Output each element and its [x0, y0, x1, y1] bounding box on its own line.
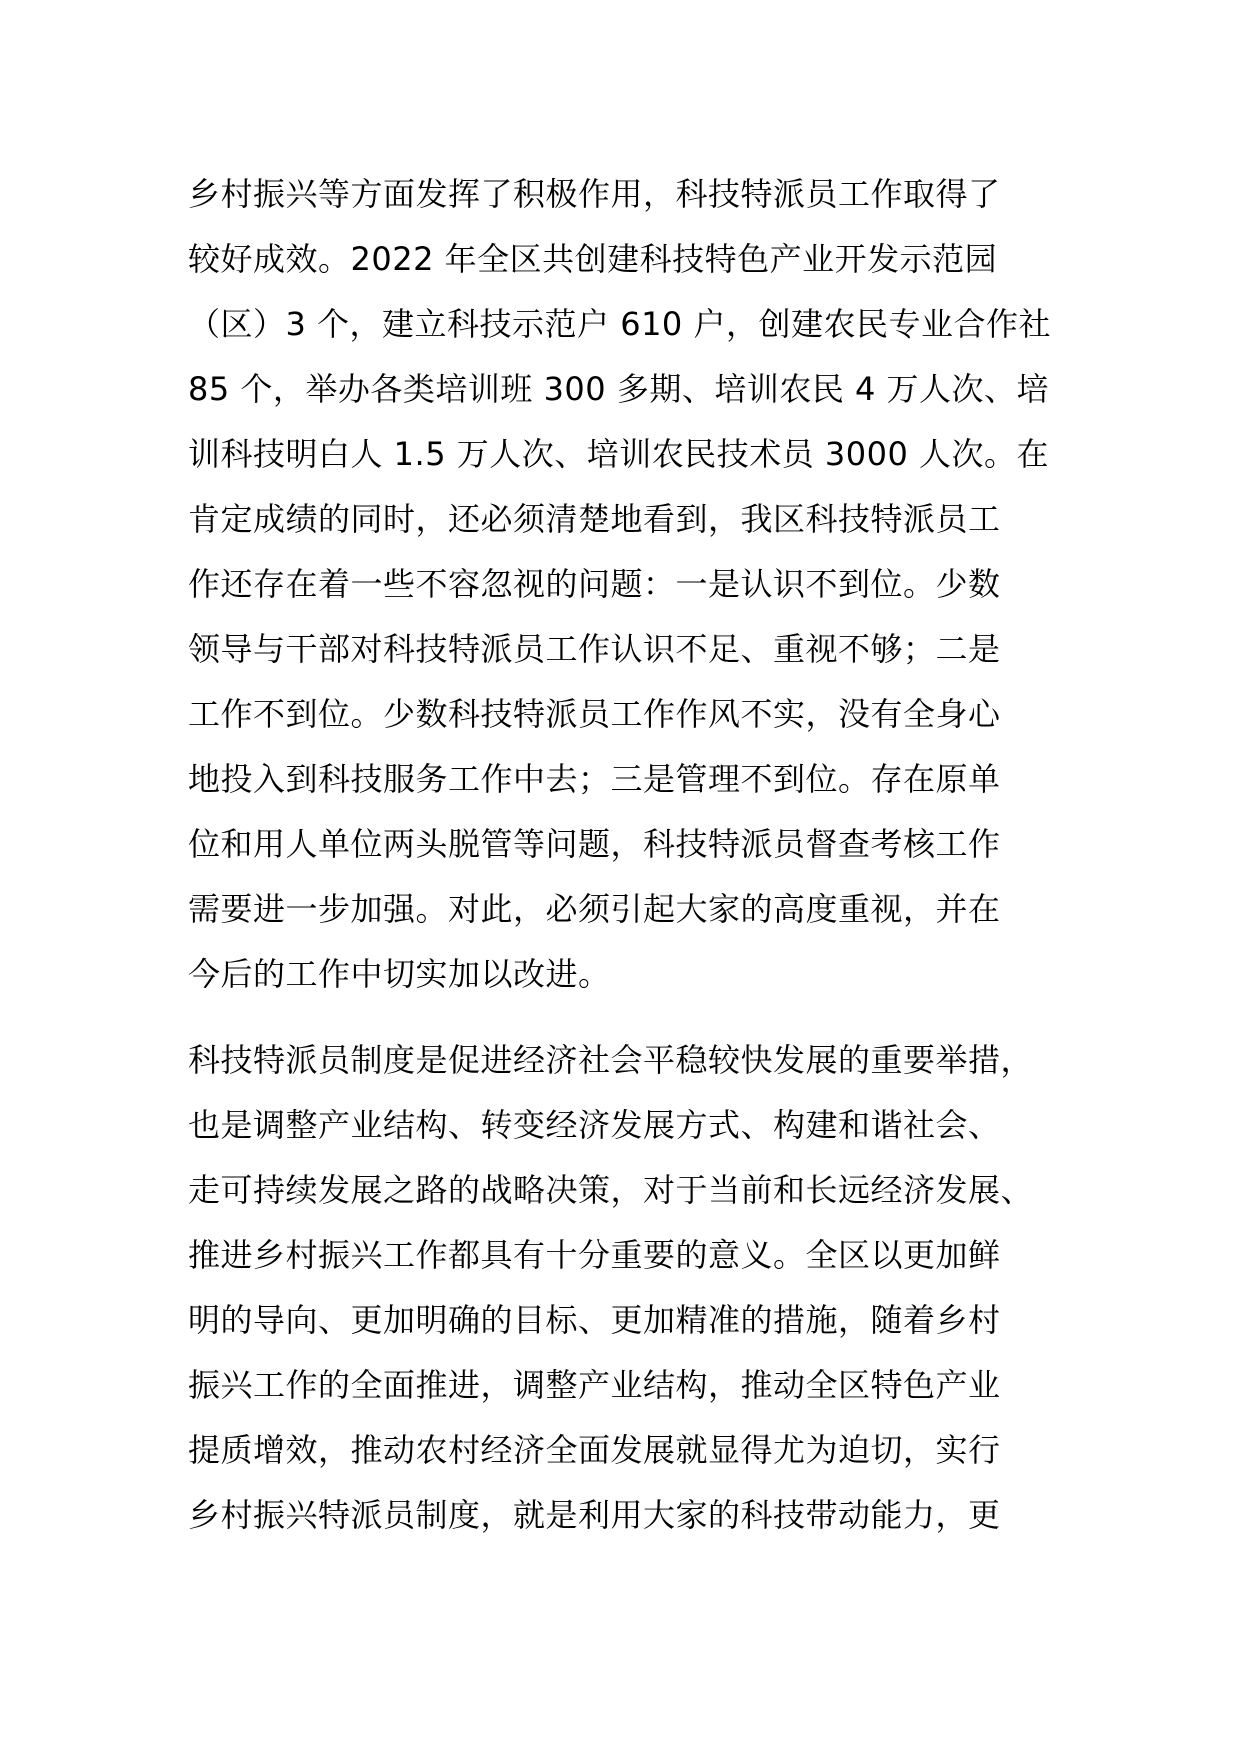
text-line: 位和用人单位两头脱管等问题，科技特派员督查考核工作: [188, 825, 1001, 863]
text-line: （区）3 个，建立科技示范户 610 户，创建农民专业合作社: [188, 305, 1051, 343]
text-line: 提质增效，推动农村经济全面发展就显得尤为迫切，实行: [188, 1431, 1001, 1469]
paragraph-1: [188, 162, 1068, 1007]
text-line: 科技特派员制度是促进经济社会平稳较快发展的重要举措，: [188, 1041, 1034, 1079]
text-line: 肯定成绩的同时，还必须清楚地看到，我区科技特派员工: [188, 500, 1001, 538]
text-line: 85 个，举办各类培训班 300 多期、培训农民 4 万人次、培: [188, 370, 1050, 408]
text-line: 今后的工作中切实加以改进。: [188, 955, 611, 993]
paragraph-2: [188, 1028, 1068, 1548]
text-line: 明的导向、更加明确的目标、更加精准的措施，随着乡村: [188, 1301, 1001, 1339]
text-line: 领导与干部对科技特派员工作认识不足、重视不够；二是: [188, 630, 1001, 668]
text-line: 走可持续发展之路的战略决策，对于当前和长远经济发展、: [188, 1171, 1034, 1209]
text-line: 作还存在着一些不容忽视的问题：一是认识不到位。少数: [188, 565, 1001, 603]
text-line: 乡村振兴特派员制度，就是利用大家的科技带动能力，更: [188, 1496, 1001, 1534]
text-line: 地投入到科技服务工作中去；三是管理不到位。存在原单: [188, 760, 1001, 798]
text-line: 需要进一步加强。对此，必须引起大家的高度重视，并在: [188, 890, 1001, 928]
text-line: 工作不到位。少数科技特派员工作作风不实，没有全身心: [188, 695, 1001, 733]
text-line: 乡村振兴等方面发挥了积极作用，科技特派员工作取得了: [188, 175, 1001, 213]
text-line: 较好成效。2022 年全区共创建科技特色产业开发示范园: [188, 240, 998, 278]
text-line: 训科技明白人 1.5 万人次、培训农民技术员 3000 人次。在: [188, 435, 1050, 473]
text-line: 振兴工作的全面推进，调整产业结构，推动全区特色产业: [188, 1366, 1001, 1404]
text-line: 推进乡村振兴工作都具有十分重要的意义。全区以更加鲜: [188, 1236, 1001, 1274]
text-line: 也是调整产业结构、转变经济发展方式、构建和谐社会、: [188, 1106, 1001, 1144]
